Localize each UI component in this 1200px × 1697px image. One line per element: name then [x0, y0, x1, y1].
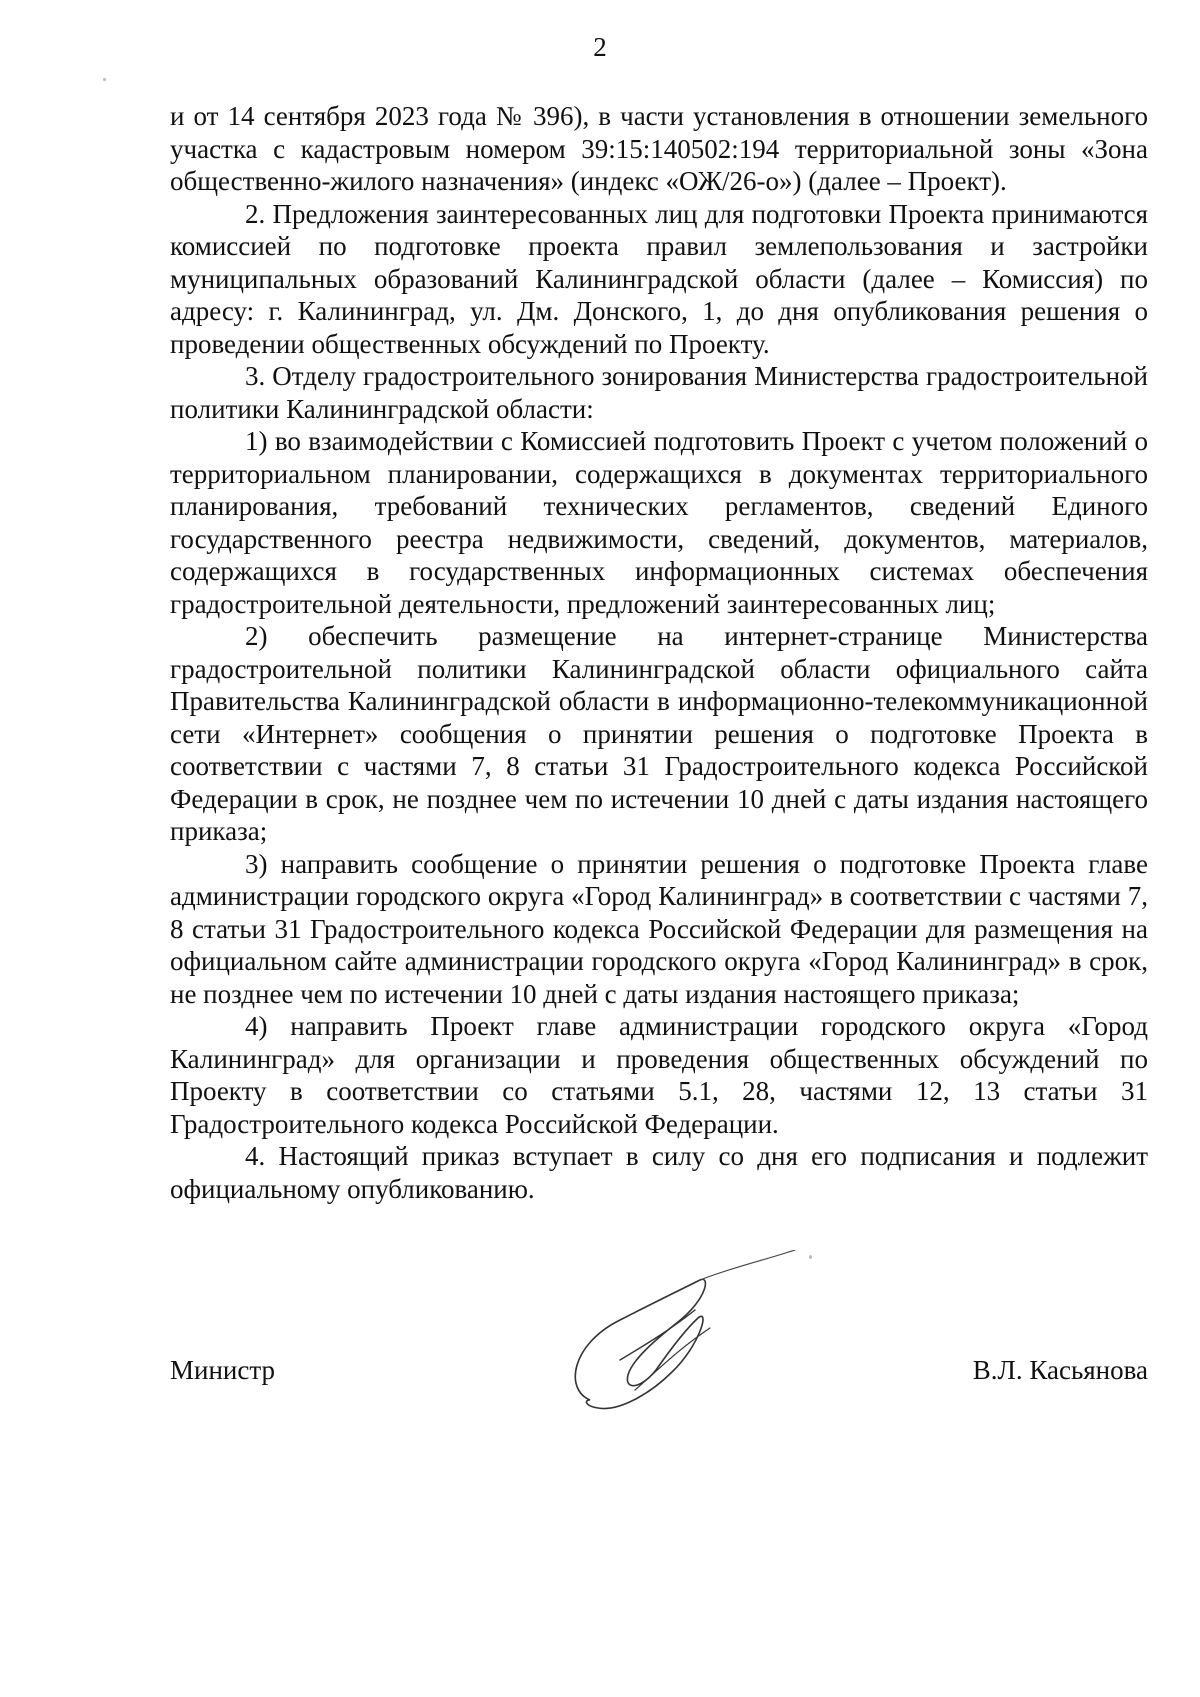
paragraph-2-proposals: 2. Предложения заинтересованных лиц для подготовки Проекта принимаются комиссией по подготовке проекта правил землепользования и застройки муниципальных образований Калининградской области (далее – Комиссия) по адресу: г. Калининград, ул. Дм. Донского, 1, до дня опубликования решения о проведении общественных обсуждений по Проекту. [170, 198, 1148, 359]
signatory-position: Министр [170, 1355, 275, 1385]
page-number: 2 [593, 32, 607, 62]
subparagraph-3-4: 4) направить Проект главе администрации городского округа «Город Калининград» для организации и проведения общественных обсуждений по Проекту в соответствии со статьями 5.1, 28, частями 12, 13 статьи 31 Градостроительного кодекса Российской Федерации. [170, 1011, 1148, 1139]
paragraph-intro: и от 14 сентября 2023 года № 396), в части установления в отношении земельного участка с кадастровым номером 39:15:140502:194 территориальной зоны «Зона общественно-жилого назначения» (индекс «ОЖ/26-о») (далее – Проект). [170, 101, 1148, 196]
paragraph-4-effective: 4. Настоящий приказ вступает в силу со дня его подписания и подлежит официальному опубликованию. [170, 1141, 1148, 1204]
signature-block [170, 1353, 1148, 1393]
document-body [170, 100, 1148, 1205]
scan-speck [809, 1255, 812, 1259]
handwritten-signature [560, 1250, 830, 1420]
subparagraph-3-3: 3) направить сообщение о принятии решения о подготовке Проекта главе администрации городского округа «Город Калининград» в соответствии с частями 7, 8 статьи 31 Градостроительного кодекса Российской Федерации для размещения на официальном сайте администрации городского округа «Город Калининград» в срок, не позднее чем по истечении 10 дней с даты издания настоящего приказа; [170, 848, 1148, 1009]
paragraph-3-department: 3. Отделу градостроительного зонирования Министерства градостроительной политики Калининградской области: [170, 361, 1148, 424]
subparagraph-3-2: 2) обеспечить размещение на интернет-странице Министерства градостроительной политики Калининградской области официального сайта Правительства Калининградской области в информационно-телекоммуникационной сети «Интернет» сообщения о принятии решения о подготовке Проекта в соответствии с частями 7, 8 статьи 31 Градостроительного кодекса Российской Федерации в срок, не позднее чем по истечении 10 дней с даты издания настоящего приказа; [170, 621, 1148, 846]
scan-speck [103, 78, 106, 81]
signatory-name: В.Л. Касьянова [972, 1355, 1148, 1385]
subparagraph-3-1: 1) во взаимодействии с Комиссией подготовить Проект с учетом положений о территориальном планировании, содержащихся в документах территориального планирования, требований технических регламентов, сведений Единого государственного реестра недвижимости, сведений, документов, материалов, содержащихся в государственных информационных системах обеспечения градостроительной деятельности, предложений заинтересованных лиц; [170, 426, 1148, 619]
